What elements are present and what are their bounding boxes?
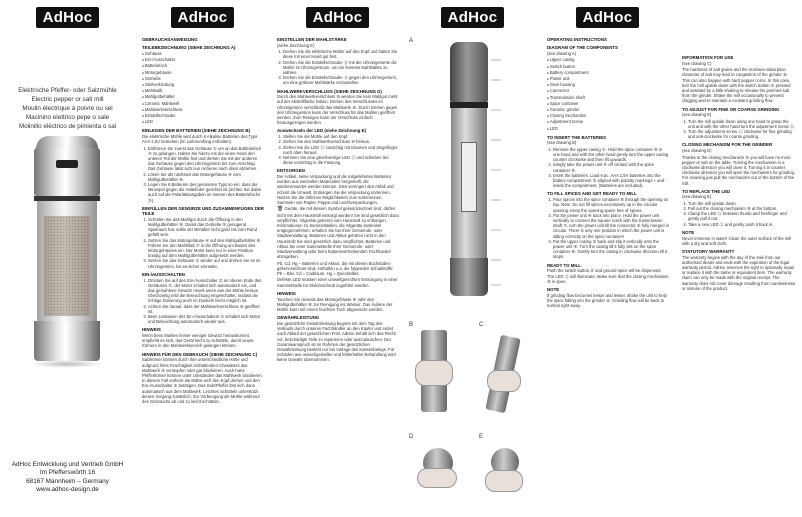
drawing-label-e: E	[479, 434, 484, 440]
list-item: 2. Simply take the power unit ④ off contact with the spice container ⑧.	[553, 162, 669, 172]
brand-logo: AdHoc	[441, 7, 505, 28]
company-address	[0, 461, 135, 495]
list-item: ● Gehäuse	[142, 51, 264, 57]
steps-list	[682, 201, 796, 227]
list-item: 1. Stellen Sie die Mühle auf den Kopf.	[283, 134, 399, 139]
section-heading: TO ADJUST FOR FINE OR COARSE GRINDING	[682, 106, 780, 112]
brand-logo: AdHoc	[576, 7, 640, 28]
list-item: ● Ceramic Mahlwerk	[142, 101, 264, 107]
list-item: 3. Beim Loslassen des Ein-/Ausschalters ② schaltet sich Motor und Beleuchtung automatisch wieder aus.	[148, 314, 264, 324]
list-item: 2. Lösen Sie als nächstes das Motorgehäuse ④ vom Mahlgutbehälter ⑧.	[148, 172, 264, 182]
section-heading: HINWEIS	[277, 290, 296, 296]
steps-list	[142, 217, 264, 269]
paragraph: (see drawing D)	[682, 148, 712, 154]
paragraph-text: Geräte, die mit diesem Symbol gekennzeichnet sind, dürfen nicht mit dem Hausmüll entsorgt werden! Sie sind gesetzlich dazu verpflichtet, Altgeräte getrennt vom Hausmüll zu entsorgen. Informationen zu Sammelstellen, die Altgeräte kostenlos entgegennehmen, erhalten Sie bei Ihrer Gemeinde- oder Stadtverwaltung. Batterien und Akkus gehören nicht in den Hausmüll! Sie sind gesetzlich dazu verpflichtet, Batterien und Akkus bei einer Sammelstelle Ihrer Gemeinde- oder Stadtverwaltung oder beim batterievertreibenden Fachhandel abzugeben.	[277, 206, 399, 260]
list-item: 3. Legen Sie 6 Batterien des genannten Typs so ein, dass der Minuspol gegen die Haltefeder gerichtet ist (achten Sie dabei auch auf die Polaritätsangaben im Inneren des Batteriefachs ③).	[148, 182, 264, 203]
list-item: ● Switch button	[547, 64, 669, 70]
list-item: 2. Turn the adjustment screw ⑪ clockwise for fine grinding and anti-clockwise for coarse grinding.	[688, 129, 796, 139]
drawing-label-d: D	[409, 434, 414, 440]
drawing-c-hand	[487, 370, 521, 392]
title-de: Elektrische Pfeffer- oder Salzmühle	[18, 87, 117, 94]
list-item: ● LED	[547, 126, 669, 132]
paragraph: (see drawing A)	[547, 50, 577, 56]
list-item: 2. Pull out the closing mechanism ⑩ at the bottom.	[688, 206, 796, 211]
paragraph: (see drawing C)	[682, 60, 712, 66]
section-heading: EIN-/AUSSCHALTEN	[142, 271, 185, 277]
steps-list	[277, 49, 399, 85]
german-instructions-panel	[135, 0, 270, 517]
list-item: 1. Remove the upper casing ①. Hold the spice container ⑧ in one hand and with the other hand gently turn the upper casing counter clockwise and then lift upwards.	[553, 147, 669, 163]
list-item: 3. Setzen Sie das Gehäuse ① wieder auf und drehen Sie es im Uhrzeigersinn, bis es sicher einrastet.	[148, 258, 264, 268]
list-item: ● Upper casing	[547, 57, 669, 63]
section-heading: HINWEIS FÜR DEN GEBRAUCH (SIEHE ZEICHNUNG C)	[142, 351, 258, 357]
switch-button-illustration	[56, 160, 78, 168]
company-name: AdHoc Entwicklung und Vertrieb GmbH	[11, 460, 124, 468]
list-item: 4. Nehmen Sie eine gleichwertige LED ⑫ und schieben Sie diese vorsichtig in die Fassung.	[283, 155, 399, 165]
paragraph: Defekte LED müssen einer umweltgerechten Entsorgung in einer Sammelstelle für Elektroschrott zugeführt werden.	[277, 277, 398, 288]
list-item: 2. Setzen Sie das Motorgehäuse ④ auf den Mahlgutbehälter ⑧. Führen Sie den Mahlstab ⑦ in die Öffnung am Boden des Motorgehäuses ein. Der Motor kann nur in einer Position bündig auf dem Mahlgutbehälter aufgesetzt werden.	[148, 238, 264, 259]
paragraph	[277, 206, 399, 259]
list-item: ● Mahlwerkverschluss	[142, 107, 264, 113]
section-heading: INFORMATION FOR USE	[682, 55, 734, 60]
drawing-label-b: B	[409, 322, 414, 328]
section-heading: EINFÜLLEN DER GEWÜRZE UND ZUSAMMENFÜGEN DER TEILE	[142, 205, 264, 217]
list-item: ● Getriebe	[142, 76, 264, 82]
list-item: ● Adjustment screw	[547, 119, 669, 125]
section-heading: ENTSORGEN	[277, 168, 305, 174]
list-item: ● Connector	[547, 88, 669, 94]
list-item: 3. Ziehen Sie die LED ⑫ vorsichtig mit Daumen und Zeigefinger nach oben heraus.	[283, 145, 399, 155]
paragraph: Der Artikel, seine Verpackung und die mitgelieferten Batterien wurden aus wertvollen Materialien hergestellt, die wiederverwertet werden können. Dies verringert den Abfall und schont die Umwelt. Entsorgen Sie die Verpackung sortenrein. Nutzen Sie die örtlichen Möglichkeiten zum sortenreinen Sammeln von Papier, Pappe und Leichtverpackungen.	[277, 174, 394, 206]
german-instructions-panel-2	[270, 0, 405, 517]
section-heading: STATUTORY WARRANTY	[682, 248, 735, 254]
list-item: ● Mahlgutbehälter	[142, 94, 264, 100]
crossed-bin-icon: 🗑	[277, 206, 284, 213]
list-item: ● Spice container	[547, 101, 669, 107]
section-heading: TO REPLACE THE LED	[682, 188, 731, 194]
drawing-e-hand	[485, 470, 523, 492]
brand-logo: AdHoc	[171, 7, 235, 28]
list-item: 1. Pour spices into the spice container ⑧ through the opening on top. Note: Do not fill spices excessively up in the circular opening. Keep the opening space free of spices.	[553, 197, 669, 213]
title-fr: Moulin électrique à poivre ou sel	[22, 105, 113, 112]
title-en: Electric pepper or salt mill	[31, 96, 104, 103]
paragraph: The hardness of salt grains and the moisture-absorption character of salt may lead to congestion of the grinder ⑨. This can also happen with hard pepper corns. In this case, turn the mill upside down with the switch button ② pressed and assisted by a little shaking to release the jammed salt from the grinder. Shake the mill occasionally to prevent clogging and to maintain a constant grinding flow.	[682, 67, 791, 104]
list-item: 2. Ziehen Sie den Mahlwerkverschluss ⑩ heraus.	[283, 139, 399, 144]
steps-list	[142, 146, 264, 203]
paragraph: Tauchen Sie niemals das Motorgehäuse ④ oder den Mahlgutbehälter ⑧ zur Reinigung ins Wasser. Das Äußere der Mühle kann mit einem feuchten Tuch abgewischt werden.	[277, 296, 393, 312]
list-item: ● Battery compartment	[547, 70, 669, 76]
paragraph: Push the switch button ② and ground spice will be dispensed. The LED ⑫ will illuminate. Make sure that the closing mechanism ⑩ is open.	[547, 268, 669, 284]
paragraph: Die gesetzliche Gewährleistung beginnt mit dem Tag des Verkaufs durch unseren Fachhändler an den Käufer und endet nach Ablauf der gesetzlichen Frist. AdHoc behält sich das Recht vor, beschädigte Teile zu reparieren oder auszutauschen. Der Garantieanspruch ist im Rahmen der gesetzlichen Gewährleistung besteht nur bei Vorlage des Kassenbelegs. Für Schäden aus unsachgemäßer und fehlerhafter Behandlung wird keine Gewähr übernommen.	[277, 320, 396, 363]
list-item: 1. Entfernen Sie zuerst das Gehäuse ① um an das Batteriefach ③ zu gelangen. Halten Sie hierzu mit der einen Hand den unteren Teil der Mühle fest und drehen Sie mit der anderen das Gehäuse gegen den Uhrzeigersinn bis zum Anschlag. Das Gehäuse lässt sich nun nicheren nach oben abziehen.	[148, 146, 264, 172]
list-item: 3. Insert the batteries. Load 6 pc. AAA 1,5V batteries into the battery compartment ③ aligned with polarity markings + and - inside the compartment. (Batteries are included).	[553, 173, 669, 189]
callout-lines	[405, 0, 540, 517]
list-item: ● Gleitverbindung	[142, 82, 264, 88]
steps-list	[547, 197, 669, 259]
drawing-label-a: A	[409, 38, 414, 44]
list-item: 3. Drehen Sie die Einstellschraube ⑪ gegen den Uhrzeigersinn, um eine gröbere Mahlstärke einzustellen.	[283, 75, 399, 85]
steps-list	[142, 278, 264, 325]
section-heading: TO INSERT THE BATTERIES	[547, 134, 607, 140]
list-item: ● Ceramic grinder	[547, 107, 669, 113]
steps-list	[682, 119, 796, 140]
company-website[interactable]: www.adhoc-design.de	[36, 486, 99, 494]
section-heading: TEILEBEZEICHNUNG (SIEHE ZEICHNUNG A)	[142, 45, 236, 51]
steps-list	[277, 134, 399, 165]
product-titles	[0, 86, 135, 131]
steps-list	[547, 147, 669, 189]
list-item: ● Motorgehäuse	[142, 70, 264, 76]
list-item: 1. Turn the mill upside down using one hand to grasp the unit and with the other hand turn the adjustment screw ⑪.	[688, 119, 796, 129]
section-heading: MAHLWERKVERSCHLUSS (SIEHE ZEICHNUNG D)	[277, 88, 382, 94]
section-heading: NOTE	[547, 286, 560, 292]
list-item: 1. Turn the mill upside down.	[688, 201, 796, 206]
list-item: 2. Achten Sie darauf, dass der Mahlwerkverschluss ⑩ geöffnet ist.	[148, 304, 264, 314]
list-item: ● LED	[142, 119, 264, 125]
section-heading: CLOSING MECHANISM FOR THE GRINDER	[682, 142, 773, 148]
section-heading: HINWEIS	[142, 327, 161, 333]
list-item: 2. Drehen Sie die Einstellschraube ⑪ mit der Uhrzeigerseite die Mühle im Uhrzeigersinne, um ein feineres Mahlstärke zu wählen.	[283, 60, 399, 76]
cover-panel	[0, 0, 135, 517]
parts-list	[547, 57, 669, 131]
section-heading: NOTE	[682, 229, 695, 235]
title-it: Macinino elettrico pepe o sale	[25, 114, 110, 121]
drawing-d-hand	[417, 468, 457, 488]
list-item: 1. Drehen Sie die elektrische Mühle auf den Kopf und halten Sie diese mit einer Hand gut fest.	[283, 49, 399, 59]
paragraph: The warranty begins with the day of the sale from our authorised dealer and ends with the expiration of the legal warranty period. AdHoc reserves the right to optionally repair or replace it with the same or equivalent item. The warranty claim can only be made with the original receipt. The warranty does not cover damage resulting from carelessness or misuse of the product.	[682, 254, 796, 291]
paragraph: (siehe Zeichnung E)	[277, 42, 315, 48]
section-heading: OPERATING INSTRUCTIONS	[547, 37, 607, 42]
title-es: Molinillo eléctrico de pimienta o sal	[18, 123, 117, 130]
paragraph: (see drawing E)	[682, 112, 712, 118]
paragraph: If grinding flow becomes lesser and lesser, shake the unit to help the spice falling into the grinder ⑨. Grinding flow will be back to normal right away.	[547, 292, 667, 309]
paragraph: Durch den Mahlwerkverschluss ⑩ werden Sie kein Mahlgut mehr auf der Abstellfläche haben. Drehen des Verschlusses im Uhrzeigersinn verschließt das Mahlwerk ⑨. Durch Drehen gegen den Uhrzeigersinn kann der Verschluss für das Mahlen geöffnet werden. Zum Reinigen kann der Verschluss einfach herausgezogen werden.	[277, 94, 398, 126]
paragraph: Never immerse in water! Clean the outer surface of the mill with a dry and soft cloth.	[682, 235, 792, 246]
list-item: ● Gear housing	[547, 82, 669, 88]
list-item: ● Closing mechanism	[547, 113, 669, 119]
list-item: ● Power unit	[547, 76, 669, 82]
section-heading: EINLEGEN DER BATTERIEN (SIEHE ZEICHNUNG B)	[142, 128, 250, 134]
list-item: ● Einstellschraube	[142, 113, 264, 119]
product-photo	[34, 136, 100, 368]
section-heading: Auswechseln der LED (siehe Zeichnung E)	[277, 128, 367, 134]
list-item: ● Ein-/Ausschalter	[142, 57, 264, 63]
list-item: 1. Schütten Sie das Mahlgut durch die Öffnung in den Mahlgutbehälter ⑧. Damit das Getriebe ⑤ genügend Spielraum hat, sollte der Behälter nicht ganz bis zum Rand gefüllt sein.	[148, 217, 264, 238]
company-street: Im Pfefferswörth 16	[39, 469, 96, 477]
english-instructions-panel	[540, 0, 675, 517]
paragraph: Thanks to the closing mechanism ⑩ you will have no more pepper or salt on the table. Turning the mechanism in a clockwise direction you will close it. Turning it in counter clockwise direction you will open the mechanism for grinding. For cleaning just pull the mechanism out of the bottom of the mill.	[682, 154, 796, 186]
brand-logo: AdHoc	[36, 7, 100, 28]
list-item: 3. Clamp the LED ⑫ between thumb and forefinger and gently pull it out.	[688, 211, 796, 221]
section-heading: DIAGRAM OF THE COMPONENTS	[547, 45, 618, 51]
paragraph: Die elektrische Mühle wird durch 6 Alkaline Batterien des Typs AAA 1,5V betrieben (im Lieferumfang enthalten).	[142, 134, 258, 145]
english-instructions-panel-2	[675, 0, 802, 517]
section-heading: READY TO MILL	[547, 262, 581, 268]
paragraph: Wenn beim Mahlen immer weniger Gewürz herauskommt, empfiehlt es sich, das Gerät leicht zu schütteln, damit neues Körnern in den Mahlwerkbereich gelangen können.	[142, 333, 254, 349]
drawing-label-c: C	[479, 322, 484, 328]
brand-logo: AdHoc	[306, 7, 370, 28]
list-item: ● Batteriefach	[142, 63, 264, 69]
list-item: 3. Put the upper casing ① back and slip it vertically onto the power unit ④. Turn the casing till it fully sits on the spice container ⑧. Gently turn the casing in clockwise direction till it stops.	[553, 239, 669, 260]
section-heading: EINSTELLEN DER MAHLSTÄRKE	[277, 37, 347, 42]
list-item: 2. Put the power unit ④ back into place. Hold the power unit vertically to connect the square notch with the transmission shaft ⑦, turn the power unit till the connector ⑥ fully merged in circular. There is only one position in which the power unit is sitting correctly on the spice container!	[553, 213, 669, 239]
drawings-panel	[405, 0, 540, 517]
paragraph: (see drawing B)	[547, 140, 577, 146]
list-item: 4. Take a new LED ⑫ and gently push it back in.	[688, 222, 796, 227]
list-item: 1. Drücken Sie auf den Ein-/Ausschalter ② an oberen Ende des Gehäuses ①, der Motor schaltet sich automatisch ein, und das gemahlene Gewürz rieselt unten aus der Mühle heraus. Gleichzeitig wird die Beleuchtung eingeschaltet, sodass die richtige Dosierung auch im Dunkeln leicht möglich ist.	[148, 278, 264, 304]
section-heading: GEWÄHRLEISTUNG	[277, 315, 320, 321]
section-heading: TO FILL SPICES AND GET READY TO MILL	[547, 191, 637, 197]
list-item: ● Mahlwalb	[142, 88, 264, 94]
parts-list	[142, 51, 264, 125]
section-heading: GEBRAUCHSANWEISUNG	[142, 37, 198, 42]
company-city: 68167 Mannheim – Germany	[26, 477, 109, 485]
drawing-b-hand	[415, 360, 453, 386]
paragraph: (see drawing E)	[682, 194, 712, 200]
paragraph: Salzkörner können durch ihre unterschiedliche Härte und aufgrund ihres Feuchtigkeit enthaltenden Charakters das Mahlwerk ⑨ verstopfen oder gar blockieren. Auch harte Pfefferkörner können unter Umständen das Mahlwerk blockieren. In diesem Fall entfernt die Mühle sich den Kopf drehen und den Ein-/Ausschalter ② betätigen. Das Salz/Pfeffer löst sich dann automatisch aus dem Mahlwerk. Leichtes Schütteln unterstützt diesen Vorgang zusätzlich. Zur Vorbeugung die Mühle während des Gebrauchs ab und zu leicht schütteln.	[142, 357, 263, 404]
list-item: ● Transmission shaft	[547, 95, 669, 101]
paragraph: Pb, Cd, Hg – Batterien und Akkus, die mit diesen Buchstaben gekennzeichnet sind, enthalten u.a. die folgenden Schadstoffe: Pb = Blei, Cd = Cadmium, Hg = Quecksilber.	[277, 260, 394, 277]
